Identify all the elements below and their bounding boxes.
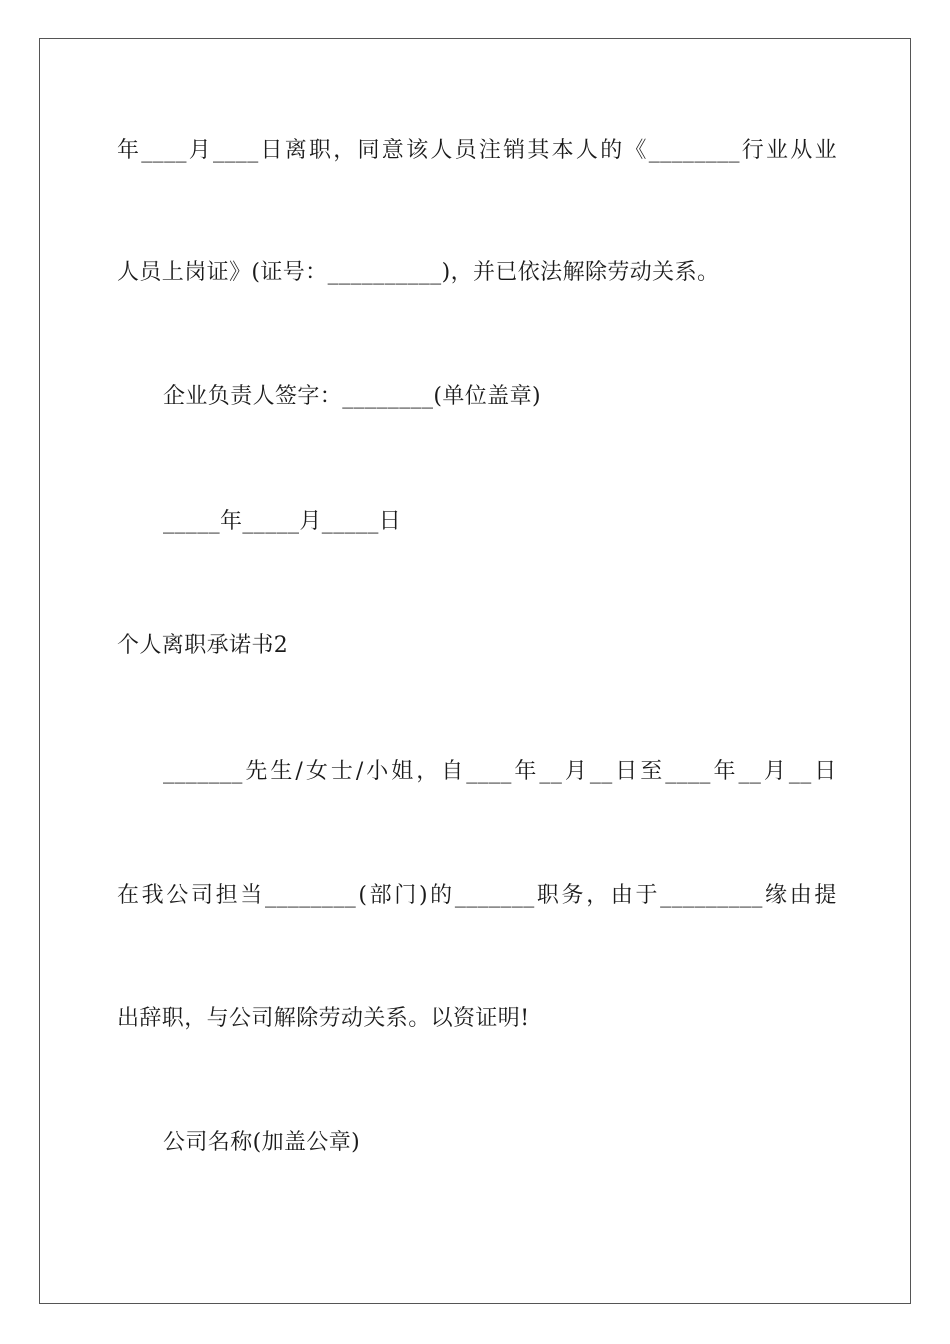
text-char: 月 <box>763 759 787 784</box>
text-char: ( <box>358 883 368 908</box>
blank-field: __ <box>589 759 613 784</box>
text-char: 注 <box>478 138 502 163</box>
blank-field: ____ <box>466 759 512 784</box>
date-line: _____年_____月_____日 <box>163 509 402 534</box>
text-char: 意 <box>381 138 405 163</box>
text-char: ， <box>416 759 439 784</box>
text-char: 小 <box>366 759 389 784</box>
paragraph-line <box>117 136 837 166</box>
text-char: 同 <box>357 138 380 163</box>
text-char: 行 <box>741 138 765 163</box>
blank-field: ____ <box>665 759 711 784</box>
text-char: 销 <box>503 138 526 163</box>
text-char: 该 <box>406 138 429 163</box>
text-char: 年 <box>514 759 537 784</box>
text-char: 业 <box>766 138 789 163</box>
text-char: 司 <box>190 883 214 908</box>
blank-field: ____ <box>141 138 187 163</box>
text-char: 职 <box>309 138 332 163</box>
text-char: / <box>295 759 304 784</box>
blank-field: ________ <box>264 883 357 908</box>
text-char: ， <box>586 883 609 908</box>
text-char: 日 <box>615 759 638 784</box>
text-char: 年 <box>117 138 140 163</box>
text-char: 业 <box>814 138 837 163</box>
blank-field: __ <box>788 759 812 784</box>
blank-field: ________ <box>648 138 740 163</box>
text-char: / <box>355 759 364 784</box>
text-char: 员 <box>454 138 477 163</box>
text-char: 部 <box>369 883 393 908</box>
text-char: 从 <box>790 138 813 163</box>
text-char: 由 <box>789 883 813 908</box>
blank-field: _______ <box>454 883 535 908</box>
text-char: 月 <box>564 759 588 784</box>
paragraph-line: 出辞职，与公司解除劳动关系。以资证明! <box>117 1006 530 1031</box>
text-char: 士 <box>330 759 354 784</box>
blank-field: _________ <box>660 883 763 908</box>
text-char: 月 <box>188 138 212 163</box>
text-char: 门 <box>394 883 417 908</box>
text-char: 由 <box>610 883 634 908</box>
text-char: 至 <box>640 759 663 784</box>
blank-field: __ <box>738 759 762 784</box>
paragraph-line <box>163 757 837 787</box>
company-name-line: 公司名称(加盖公章) <box>163 1130 361 1155</box>
blank-field: __ <box>539 759 563 784</box>
signature-line: 企业负责人签字：________(单位盖章) <box>163 384 541 409</box>
text-char: 的 <box>600 138 623 163</box>
text-char: 的 <box>430 883 453 908</box>
text-char: 姐 <box>391 759 414 784</box>
text-char: 人 <box>575 138 599 163</box>
text-char: 提 <box>814 883 837 908</box>
text-char: 生 <box>270 759 293 784</box>
text-char: 务 <box>561 883 584 908</box>
text-char: 我 <box>141 883 165 908</box>
text-char: 其 <box>527 138 550 163</box>
text-char: 当 <box>240 883 263 908</box>
blank-field: _______ <box>163 759 243 784</box>
text-char: 公 <box>166 883 189 908</box>
text-char: ) <box>418 883 428 908</box>
section-title: 个人离职承诺书2 <box>117 633 289 658</box>
text-char: ， <box>333 138 356 163</box>
text-char: 在 <box>117 883 140 908</box>
text-char: 女 <box>305 759 329 784</box>
text-char: 日 <box>814 759 837 784</box>
text-char: 《 <box>624 138 647 163</box>
text-char: 日 <box>260 138 283 163</box>
text-char: 担 <box>215 883 239 908</box>
paragraph-line: 人员上岗证》(证号：__________)，并已依法解除劳动关系。 <box>117 260 720 285</box>
text-char: 年 <box>713 759 736 784</box>
text-char: 职 <box>536 883 560 908</box>
text-char: 于 <box>635 883 658 908</box>
text-char: 离 <box>284 138 308 163</box>
text-char: 自 <box>441 759 464 784</box>
page-frame <box>39 38 911 1304</box>
paragraph-line <box>117 881 837 911</box>
text-char: 缘 <box>765 883 788 908</box>
text-char: 本 <box>551 138 575 163</box>
text-char: 人 <box>430 138 453 163</box>
text-char: 先 <box>245 759 268 784</box>
blank-field: ____ <box>213 138 259 163</box>
